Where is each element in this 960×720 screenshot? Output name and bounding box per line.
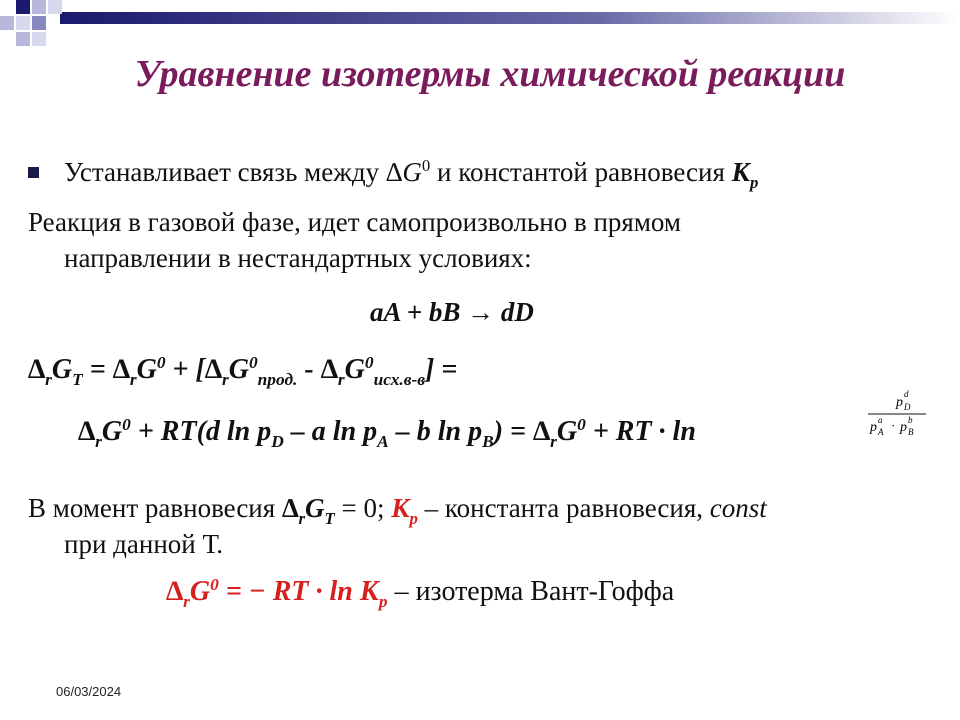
svg-text:B: B [908, 427, 914, 437]
svg-text:d: d [904, 389, 909, 399]
paragraph-1-line-1: Реакция в газовой фазе, идет самопроизвольно в прямом [28, 207, 681, 237]
paragraph-2-line-1: В момент равновесия $\Delta_rG_T = 0$; $К_р$ – константа равновесия, const [28, 493, 767, 528]
svg-text:a: a [878, 415, 883, 425]
slide-date: 06/03/2024 [56, 684, 122, 699]
svg-text:b: b [908, 415, 913, 425]
svg-text:·: · [891, 418, 896, 433]
equation-1: $\Delta_rG_T = \Delta_rG^0 + [\Delta_rG^0_{прод.} - \Delta_rG^0_{исх.в-в}]$ = [28, 353, 458, 389]
svg-text:D: D [904, 402, 911, 412]
bullet-line-1: Устанавливает связь между $\Delta G^0$ и константой равновесия $К_р$ [64, 156, 759, 192]
slide-title: Уравнение изотермы химической реакции [134, 53, 846, 95]
header-ornament [0, 0, 960, 48]
pressure-ratio-fraction [866, 386, 928, 438]
reaction-equation: aA + bB → dD [370, 297, 534, 327]
svg-text:A: A [878, 427, 884, 437]
paragraph-1-line-2: направлении в нестандартных условиях: [64, 243, 532, 273]
equation-2: $\Delta_rG^0 + RT(d$ $\ln p_D$ – a $\ln p_A$ – b $\ln p_B) = \Delta_rG^0$ + RT · ln [78, 415, 696, 451]
svg-text:p: p [900, 420, 907, 435]
fraction-numerator: p [896, 395, 903, 410]
vant-hoff-isotherm: $\Delta_rG^0$ = − RT · $\ln К_р$ – изотерма Вант-Гоффа [166, 575, 675, 611]
paragraph-2-line-2: при данной Т. [64, 529, 224, 559]
fraction-denominator: p [870, 420, 877, 435]
bullet-square-icon [28, 167, 39, 178]
